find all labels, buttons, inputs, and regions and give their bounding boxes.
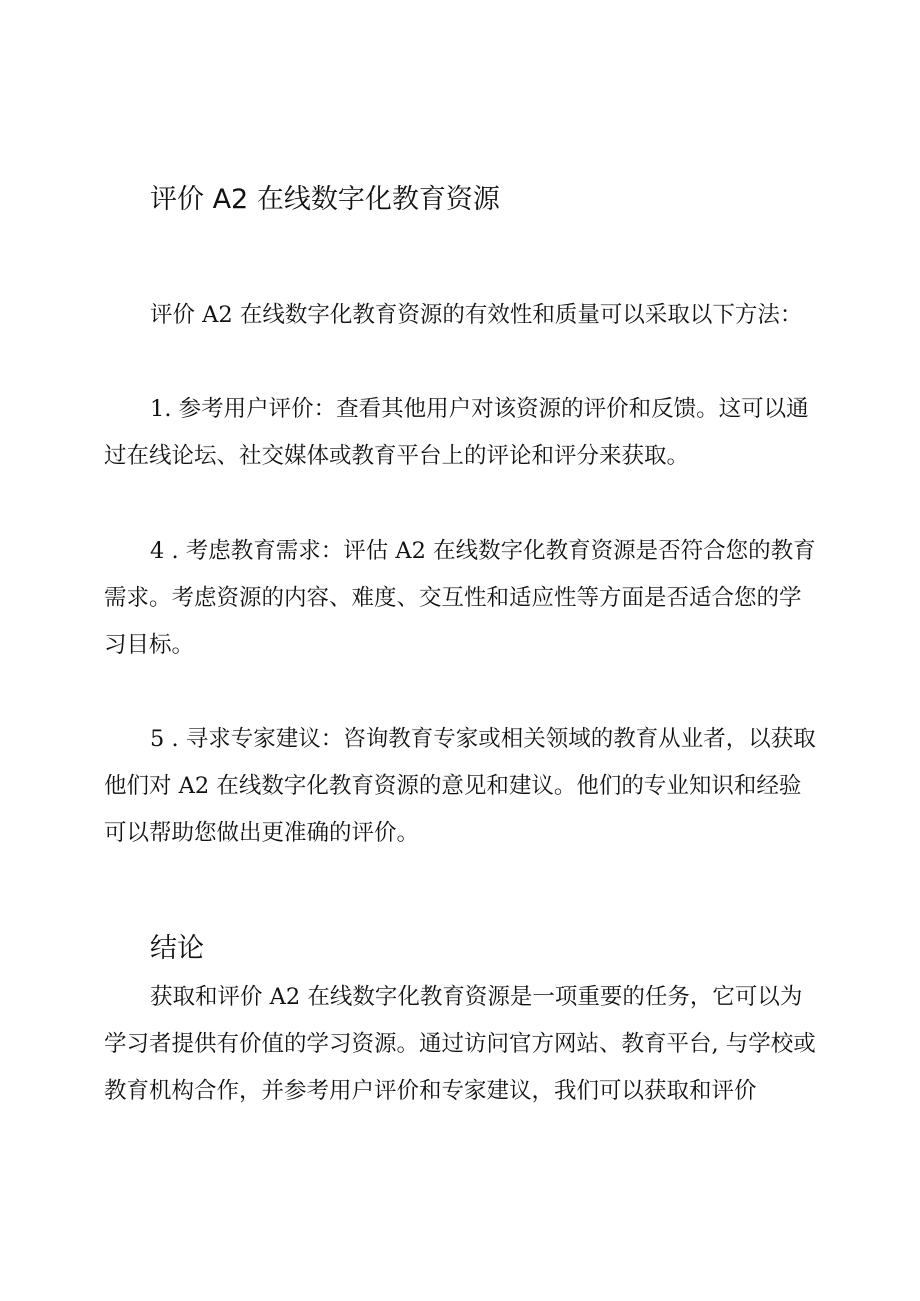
page-title: 评价 A2 在线数字化教育资源 [150,184,500,215]
conclusion-paragraph: 获取和评价 A2 在线数字化教育资源是一项重要的任务，它可以为学习者提供有价值的学习资源。通过访问官方网站、教育平台, 与学校或教育机构合作，并参考用户评价和专家建议，我们可以获取和评价 [104,984,816,1104]
list-item-user-reviews: 1. 参考用户评价：查看其他用户对该资源的评价和反馈。这可以通过在线论坛、社交媒体或教育平台上的评论和评分来获取。 [104,396,809,469]
list-item-expert-advice: 5 . 寻求专家建议：咨询教育专家或相关领域的教育从业者，以获取他们对 A2 在线数字化教育资源的意见和建议。他们的专业知识和经验可以帮助您做出更准确的评价。 [104,726,816,846]
intro-paragraph: 评价 A2 在线数字化教育资源的有效性和质量可以采取以下方法： [150,302,803,328]
list-item-education-needs: 4 . 考虑教育需求：评估 A2 在线数字化教育资源是否符合您的教育需求。考虑资源的内容、难度、交互性和适应性等方面是否适合您的学习目标。 [104,538,816,658]
conclusion-heading: 结论 [150,933,204,964]
